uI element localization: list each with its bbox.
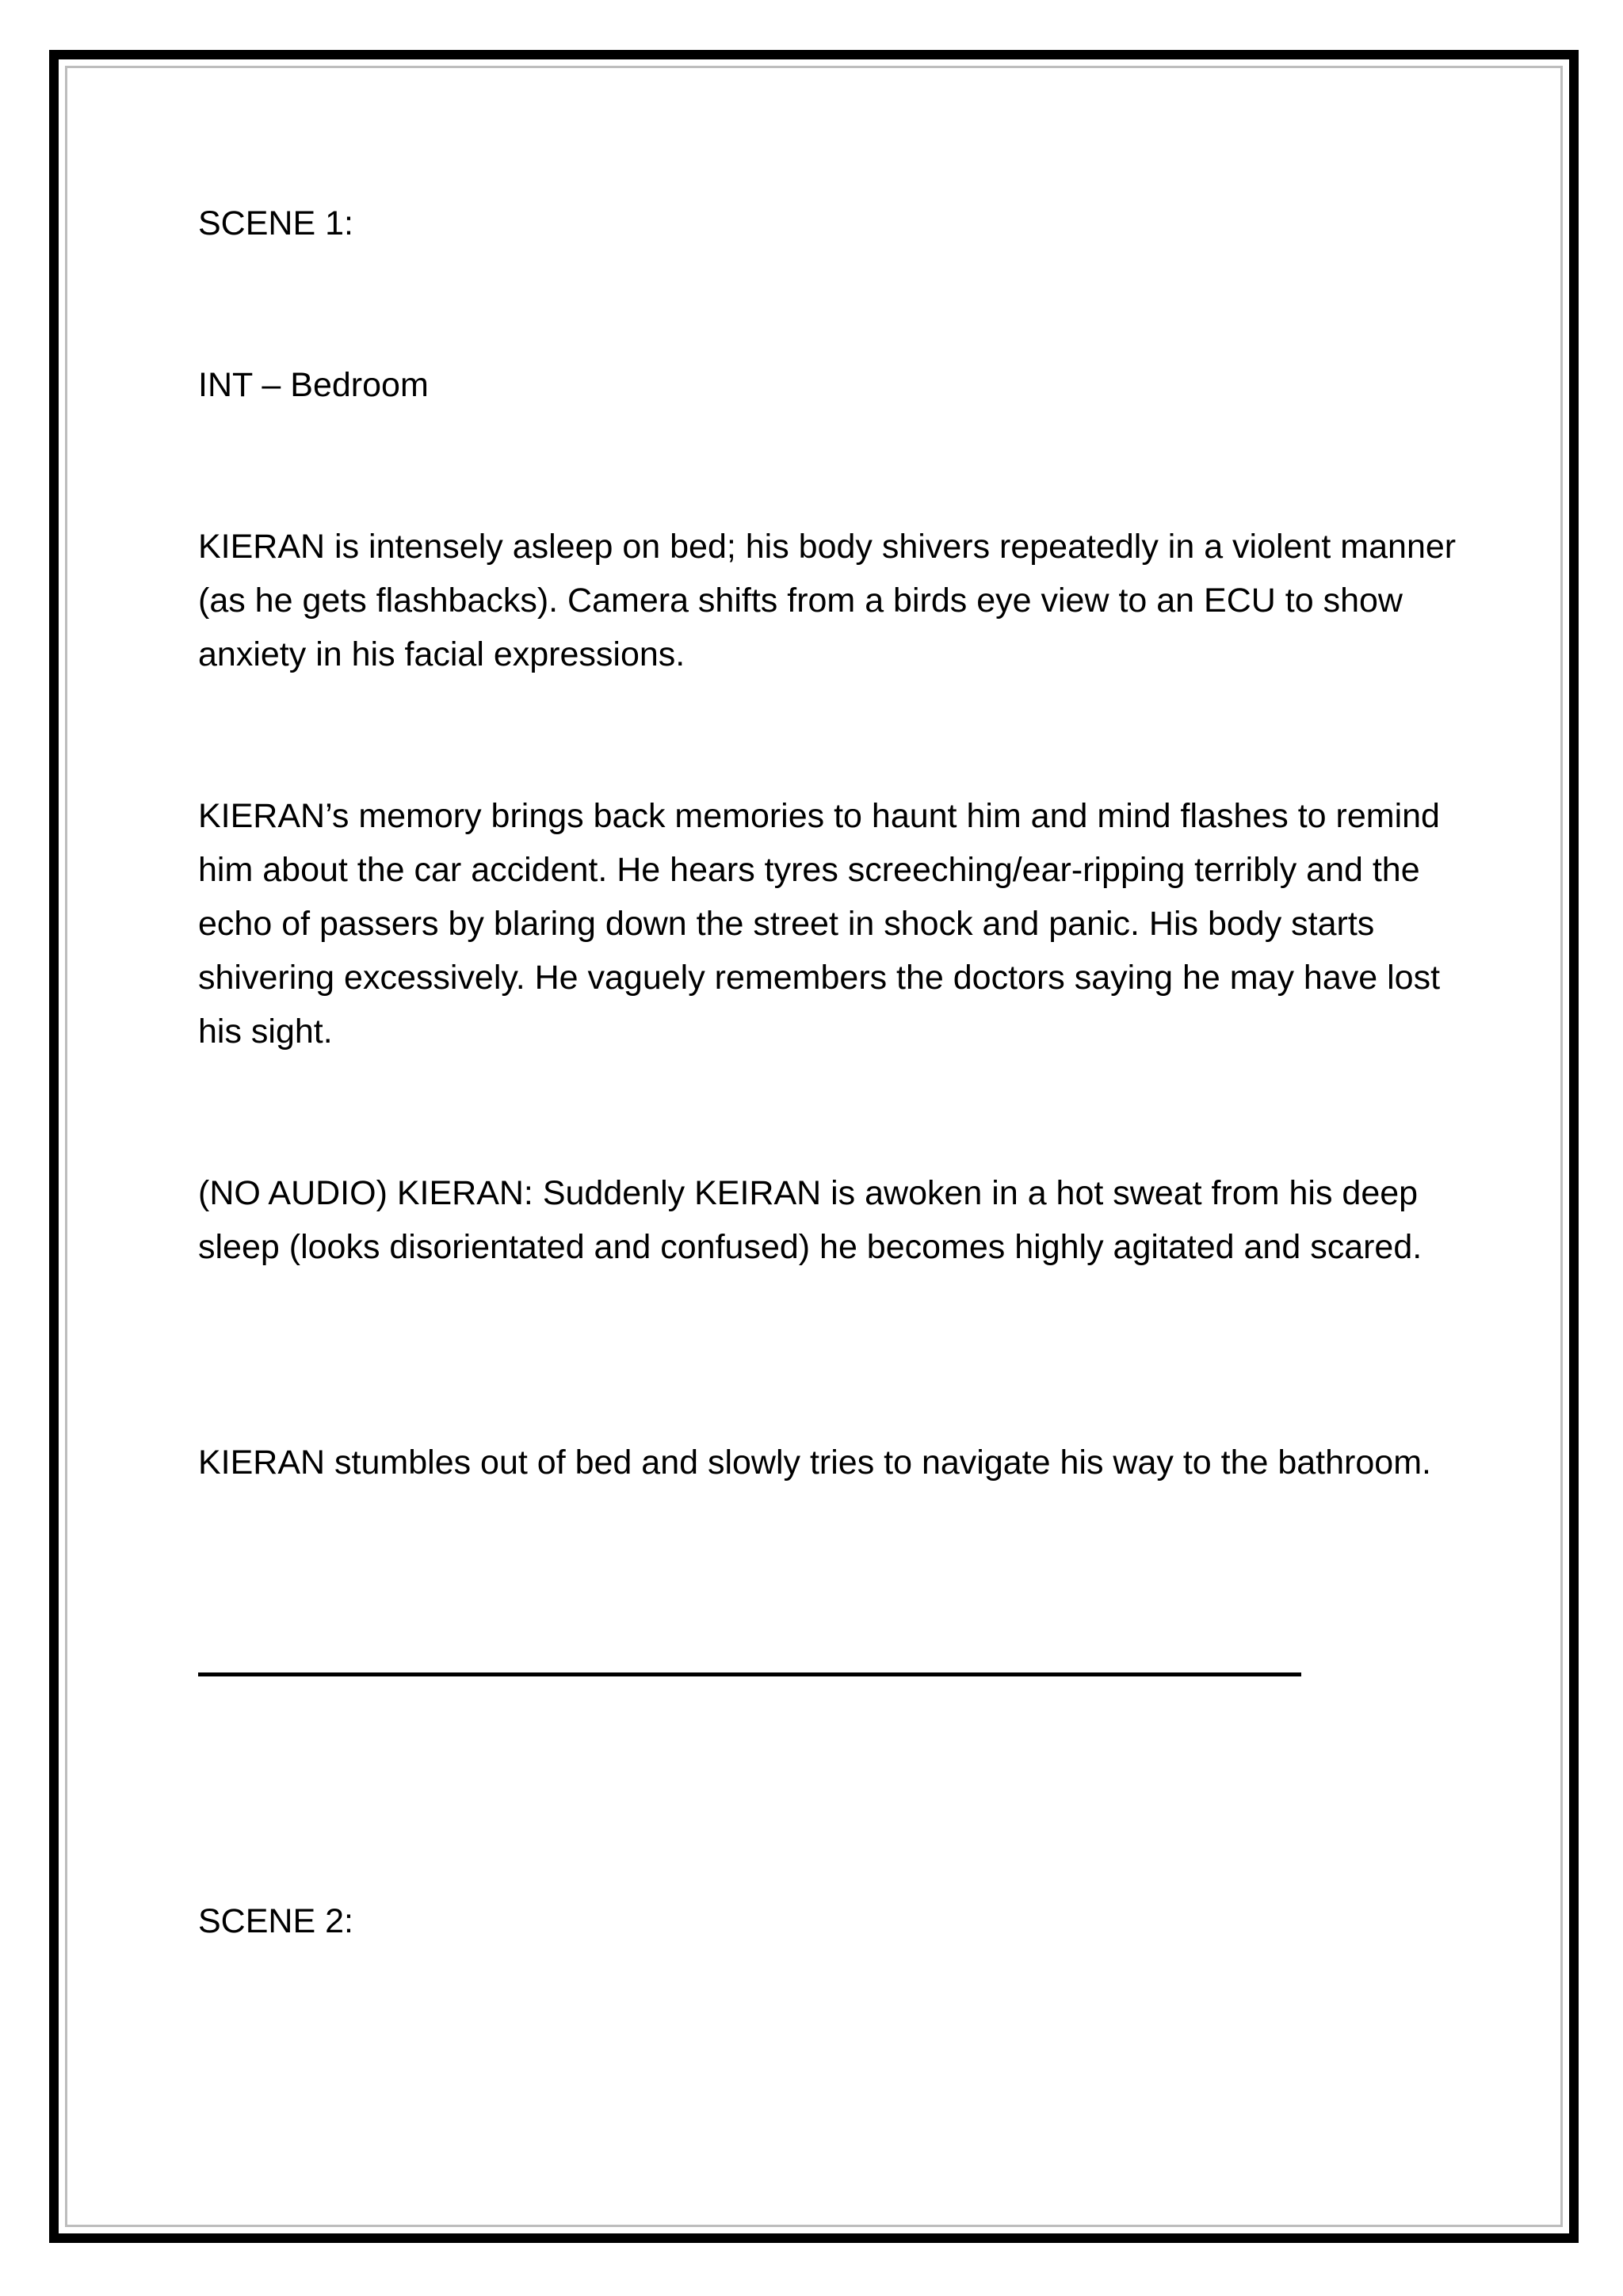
scene-location: INT – Bedroom <box>198 366 429 404</box>
paragraph-4: KIERAN stumbles out of bed and slowly tries to navigate his way to the bathroom. <box>198 1444 1431 1482</box>
scene-divider <box>198 1672 1301 1676</box>
paragraph-3: (NO AUDIO) KIERAN: Suddenly KEIRAN is awoken in a hot sweat from his deep sleep (looks disorientated and confused) he becomes highly agitated and scared. <box>198 1174 1423 1266</box>
scene-2-heading: SCENE 2: <box>198 1902 353 1940</box>
scene-1-heading: SCENE 1: <box>198 204 353 242</box>
paragraph-1: KIERAN is intensely asleep on bed; his body shivers repeatedly in a violent manner (as he gets flashbacks). Camera shifts from a birds eye view to an ECU to show anxiety in his facial expressions. <box>198 528 1457 673</box>
paragraph-2: KIERAN’s memory brings back memories to haunt him and mind flashes to remind him about the car accident. He hears tyres screeching/ear-ripping terribly and the echo of passers by blaring down the street in shock and panic. His body starts shivering excessively. He vaguely remembers the doctors saying he may have lost his sight. <box>198 797 1441 1051</box>
